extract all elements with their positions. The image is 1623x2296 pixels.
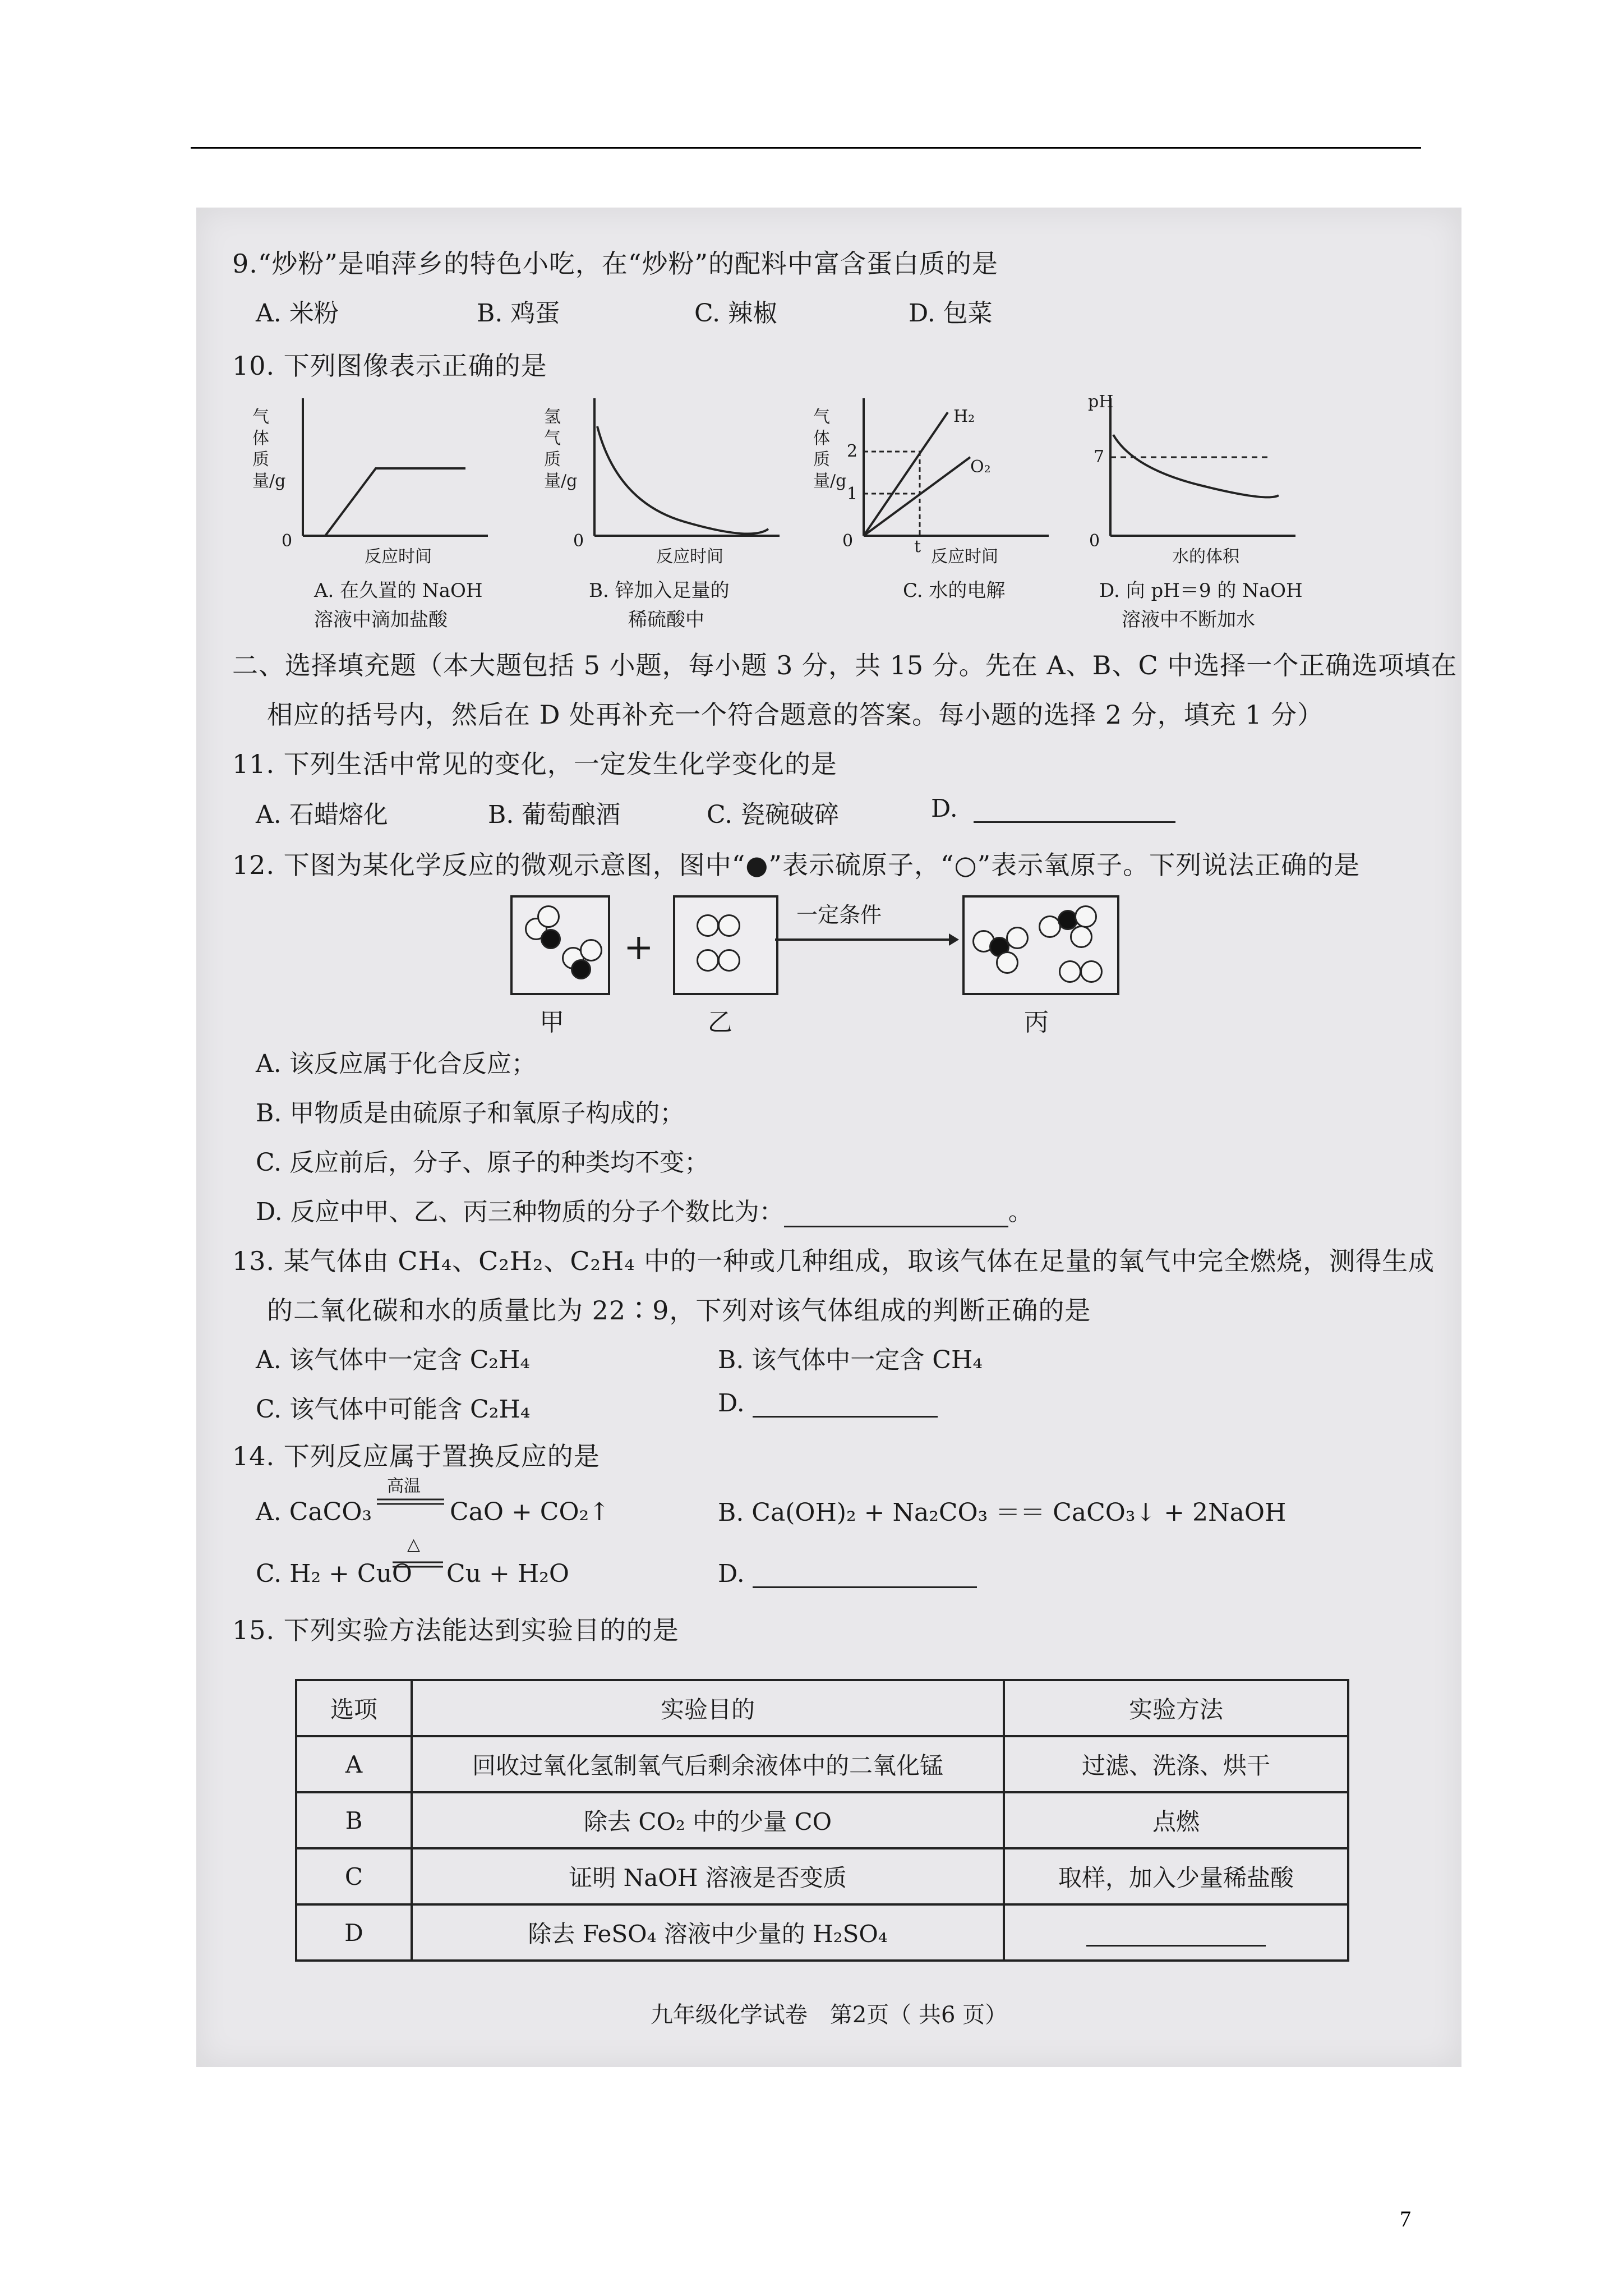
table-cell-option: B xyxy=(296,1792,412,1848)
graph-b-caption-1: B. 锌加入足量的 xyxy=(589,579,730,602)
label-bing: 丙 xyxy=(1024,1008,1049,1037)
q13-answer-blank[interactable] xyxy=(753,1393,938,1418)
graph-c-h2-label: H₂ xyxy=(953,407,975,426)
q15-table xyxy=(295,1679,1349,1962)
graph-a-caption-1: A. 在久置的 NaOH xyxy=(314,579,483,602)
q13-option-d-label: D. xyxy=(718,1389,745,1418)
graph-b-xlabel: 反应时间 xyxy=(656,547,723,567)
table-cell-option: C xyxy=(296,1848,412,1904)
oxygen-atom xyxy=(1059,960,1081,983)
page-footer: 九年级化学试卷 第2页（ 共6 页） xyxy=(650,2002,1008,2028)
q11-option-a: A. 石蜡熔化 xyxy=(256,800,388,829)
oxygen-atom xyxy=(1080,960,1103,983)
q15-stem: 15. 下列实验方法能达到实验目的的是 xyxy=(232,1615,679,1645)
q14-option-a-left: A. CaCO₃ xyxy=(256,1498,372,1526)
table-cell-option: A xyxy=(296,1736,412,1792)
oxygen-atom xyxy=(697,914,719,937)
table-row xyxy=(296,1904,1348,1961)
top-rule xyxy=(191,147,1421,149)
table-cell-purpose: 回收过氧化氢制氧气后剩余液体中的二氧化锰 xyxy=(412,1736,1004,1792)
graph-c-origin: 0 xyxy=(842,531,854,551)
graph-a xyxy=(252,395,488,631)
q14-option-a-equals xyxy=(377,1498,444,1506)
graph-c-caption-1: C. 水的电解 xyxy=(903,579,1006,602)
q13-option-b: B. 该气体中一定含 CH₄ xyxy=(718,1346,983,1374)
table-cell-purpose: 除去 FeSO₄ 溶液中少量的 H₂SO₄ xyxy=(412,1904,1004,1961)
table-row xyxy=(296,1792,1348,1848)
oxygen-atom xyxy=(718,914,740,937)
oxygen-atom xyxy=(697,949,719,972)
molecule-box-jia xyxy=(510,895,610,995)
graph-d-caption-2: 溶液中不断加水 xyxy=(1122,609,1255,631)
graph-d-caption-1: D. 向 pH＝9 的 NaOH xyxy=(1099,579,1303,602)
graph-c-ylabel: 气体质量/g xyxy=(813,407,847,491)
q13-stem-1: 13. 某气体由 CH₄、C₂H₂、C₂H₄ 中的一种或几种组成，取该气体在足量的氧气中完全燃烧，测得生成 xyxy=(232,1246,1435,1276)
graph-d-xlabel: 水的体积 xyxy=(1172,547,1239,567)
q14-option-c-right: Cu + H₂O xyxy=(446,1559,569,1588)
q13-option-a: A. 该气体中一定含 C₂H₄ xyxy=(256,1346,531,1374)
graph-a-caption-2: 溶液中滴加盐酸 xyxy=(314,609,448,631)
table-header-row xyxy=(296,1680,1348,1736)
q9-option-a: A. 米粉 xyxy=(256,299,339,328)
table-cell-method: 取样，加入少量稀盐酸 xyxy=(1004,1848,1348,1904)
graph-c-xlabel: 反应时间 xyxy=(931,547,998,567)
q14-option-c-left: C. H₂ + CuO xyxy=(256,1559,412,1588)
q14-option-c-condition: △ xyxy=(407,1535,421,1554)
graph-d-plot xyxy=(1088,395,1312,547)
graph-c xyxy=(813,395,1049,602)
plus-sign: + xyxy=(624,927,654,968)
molecule-box-bing xyxy=(962,895,1119,995)
graph-c-tick-y1: 1 xyxy=(847,484,858,504)
oxygen-atom xyxy=(1075,905,1097,928)
q14-option-c-equals xyxy=(393,1561,443,1568)
graph-b-ylabel: 氢气质量/g xyxy=(544,407,578,491)
reaction-condition: 一定条件 xyxy=(796,903,882,927)
table-cell-method: 过滤、洗涤、烘干 xyxy=(1004,1736,1348,1792)
q12-option-a: A. 该反应属于化合反应； xyxy=(256,1050,536,1078)
section-2-line-1: 二、选择填充题（本大题包括 5 小题，每小题 3 分，共 15 分。先在 A、B、C 中选择一个正确选项填在 xyxy=(232,650,1458,680)
graph-d-origin: 0 xyxy=(1089,531,1100,551)
q12-option-d: D. 反应中甲、乙、丙三种物质的分子个数比为： 。 xyxy=(256,1198,1033,1226)
oxygen-atom xyxy=(996,951,1018,974)
q11-option-d-label: D. xyxy=(931,794,958,823)
q14-option-d-label: D. xyxy=(718,1559,745,1588)
graph-b-plot xyxy=(572,395,796,547)
q14-answer-blank[interactable] xyxy=(753,1564,977,1588)
graph-c-o2-label: O₂ xyxy=(970,457,991,477)
table-cell-method: 点燃 xyxy=(1004,1792,1348,1848)
graph-b-origin: 0 xyxy=(573,531,584,551)
table-header-option: 选项 xyxy=(296,1680,412,1736)
graph-a-ylabel: 气体质量/g xyxy=(252,407,286,491)
table-row xyxy=(296,1848,1348,1904)
q12-option-b: B. 甲物质是由硫原子和氧原子构成的； xyxy=(256,1099,685,1128)
q14-stem: 14. 下列反应属于置换反应的是 xyxy=(232,1441,600,1471)
graph-b xyxy=(544,395,780,631)
q11-option-b: B. 葡萄酿酒 xyxy=(488,800,621,829)
oxygen-atom xyxy=(1006,927,1029,949)
table-cell-purpose: 除去 CO₂ 中的少量 CO xyxy=(412,1792,1004,1848)
reaction-arrow xyxy=(775,931,960,948)
q10-stem: 10. 下列图像表示正确的是 xyxy=(232,351,547,381)
q13-option-c: C. 该气体中可能含 C₂H₄ xyxy=(256,1395,531,1424)
graph-c-tick-y2: 2 xyxy=(847,441,858,461)
label-yi: 乙 xyxy=(708,1008,732,1037)
q12-option-c: C. 反应前后，分子、原子的种类均不变； xyxy=(256,1148,709,1177)
q11-option-d xyxy=(931,794,1175,823)
table-row xyxy=(296,1736,1348,1792)
table-cell-method xyxy=(1004,1904,1348,1961)
oxygen-atom xyxy=(1070,926,1092,948)
q14-option-d xyxy=(718,1559,977,1588)
molecule-box-yi xyxy=(673,895,778,995)
q9-option-d: D. 包菜 xyxy=(909,299,993,328)
section-2-line-2: 相应的括号内，然后在 D 处再补充一个符合题意的答案。每小题的选择 2 分，填充 1 分） xyxy=(267,700,1324,730)
q9-stem: 9.“炒粉”是咱萍乡的特色小吃，在“炒粉”的配料中富含蛋白质的是 xyxy=(232,249,998,279)
graph-b-caption-2: 稀硫酸中 xyxy=(628,609,704,631)
graph-d-tick-y: 7 xyxy=(1094,447,1105,467)
q11-answer-blank[interactable] xyxy=(974,799,1175,823)
page-number: 7 xyxy=(1400,2206,1411,2231)
oxygen-atom xyxy=(537,905,560,928)
table-header-method: 实验方法 xyxy=(1004,1680,1348,1736)
graph-c-tick-x: t xyxy=(914,537,921,556)
graph-a-origin: 0 xyxy=(282,531,293,551)
graph-d xyxy=(1060,392,1340,631)
q14-option-a-right: CaO + CO₂↑ xyxy=(450,1498,610,1526)
table-cell-option: D xyxy=(296,1904,412,1961)
q15-answer-blank[interactable] xyxy=(1086,1922,1266,1947)
oxygen-atom xyxy=(580,939,602,961)
scanned-exam-page xyxy=(196,208,1461,2067)
q9-option-b: B. 鸡蛋 xyxy=(477,299,560,328)
q12-stem: 12. 下图为某化学反应的微观示意图，图中“●”表示硫原子，“○”表示氧原子。下列说法正确的是 xyxy=(232,850,1361,880)
q12-option-d-label: D. 反应中甲、乙、丙三种物质的分子个数比为： xyxy=(256,1198,784,1226)
graph-a-plot xyxy=(280,395,505,547)
graph-a-xlabel: 反应时间 xyxy=(365,547,432,567)
sulfur-atom xyxy=(571,959,591,979)
q13-option-d xyxy=(718,1389,938,1418)
graph-d-ylabel: pH xyxy=(1088,392,1114,412)
q11-option-c: C. 瓷碗破碎 xyxy=(707,800,840,829)
q13-stem-2: 的二氧化碳和水的质量比为 22∶9，下列对该气体组成的判断正确的是 xyxy=(267,1295,1091,1326)
sulfur-atom xyxy=(541,929,561,949)
table-header-purpose: 实验目的 xyxy=(412,1680,1004,1736)
table-cell-purpose: 证明 NaOH 溶液是否变质 xyxy=(412,1848,1004,1904)
label-jia: 甲 xyxy=(540,1008,564,1037)
q11-stem: 11. 下列生活中常见的变化，一定发生化学变化的是 xyxy=(232,749,837,779)
oxygen-atom xyxy=(718,949,740,972)
q9-option-c: C. 辣椒 xyxy=(694,299,778,328)
q12-answer-blank[interactable] xyxy=(784,1203,1008,1227)
q14-option-a-condition: 高温 xyxy=(387,1476,421,1496)
q14-option-b: B. Ca(OH)₂ + Na₂CO₃ ＝＝ CaCO₃↓ + 2NaOH xyxy=(718,1498,1287,1527)
